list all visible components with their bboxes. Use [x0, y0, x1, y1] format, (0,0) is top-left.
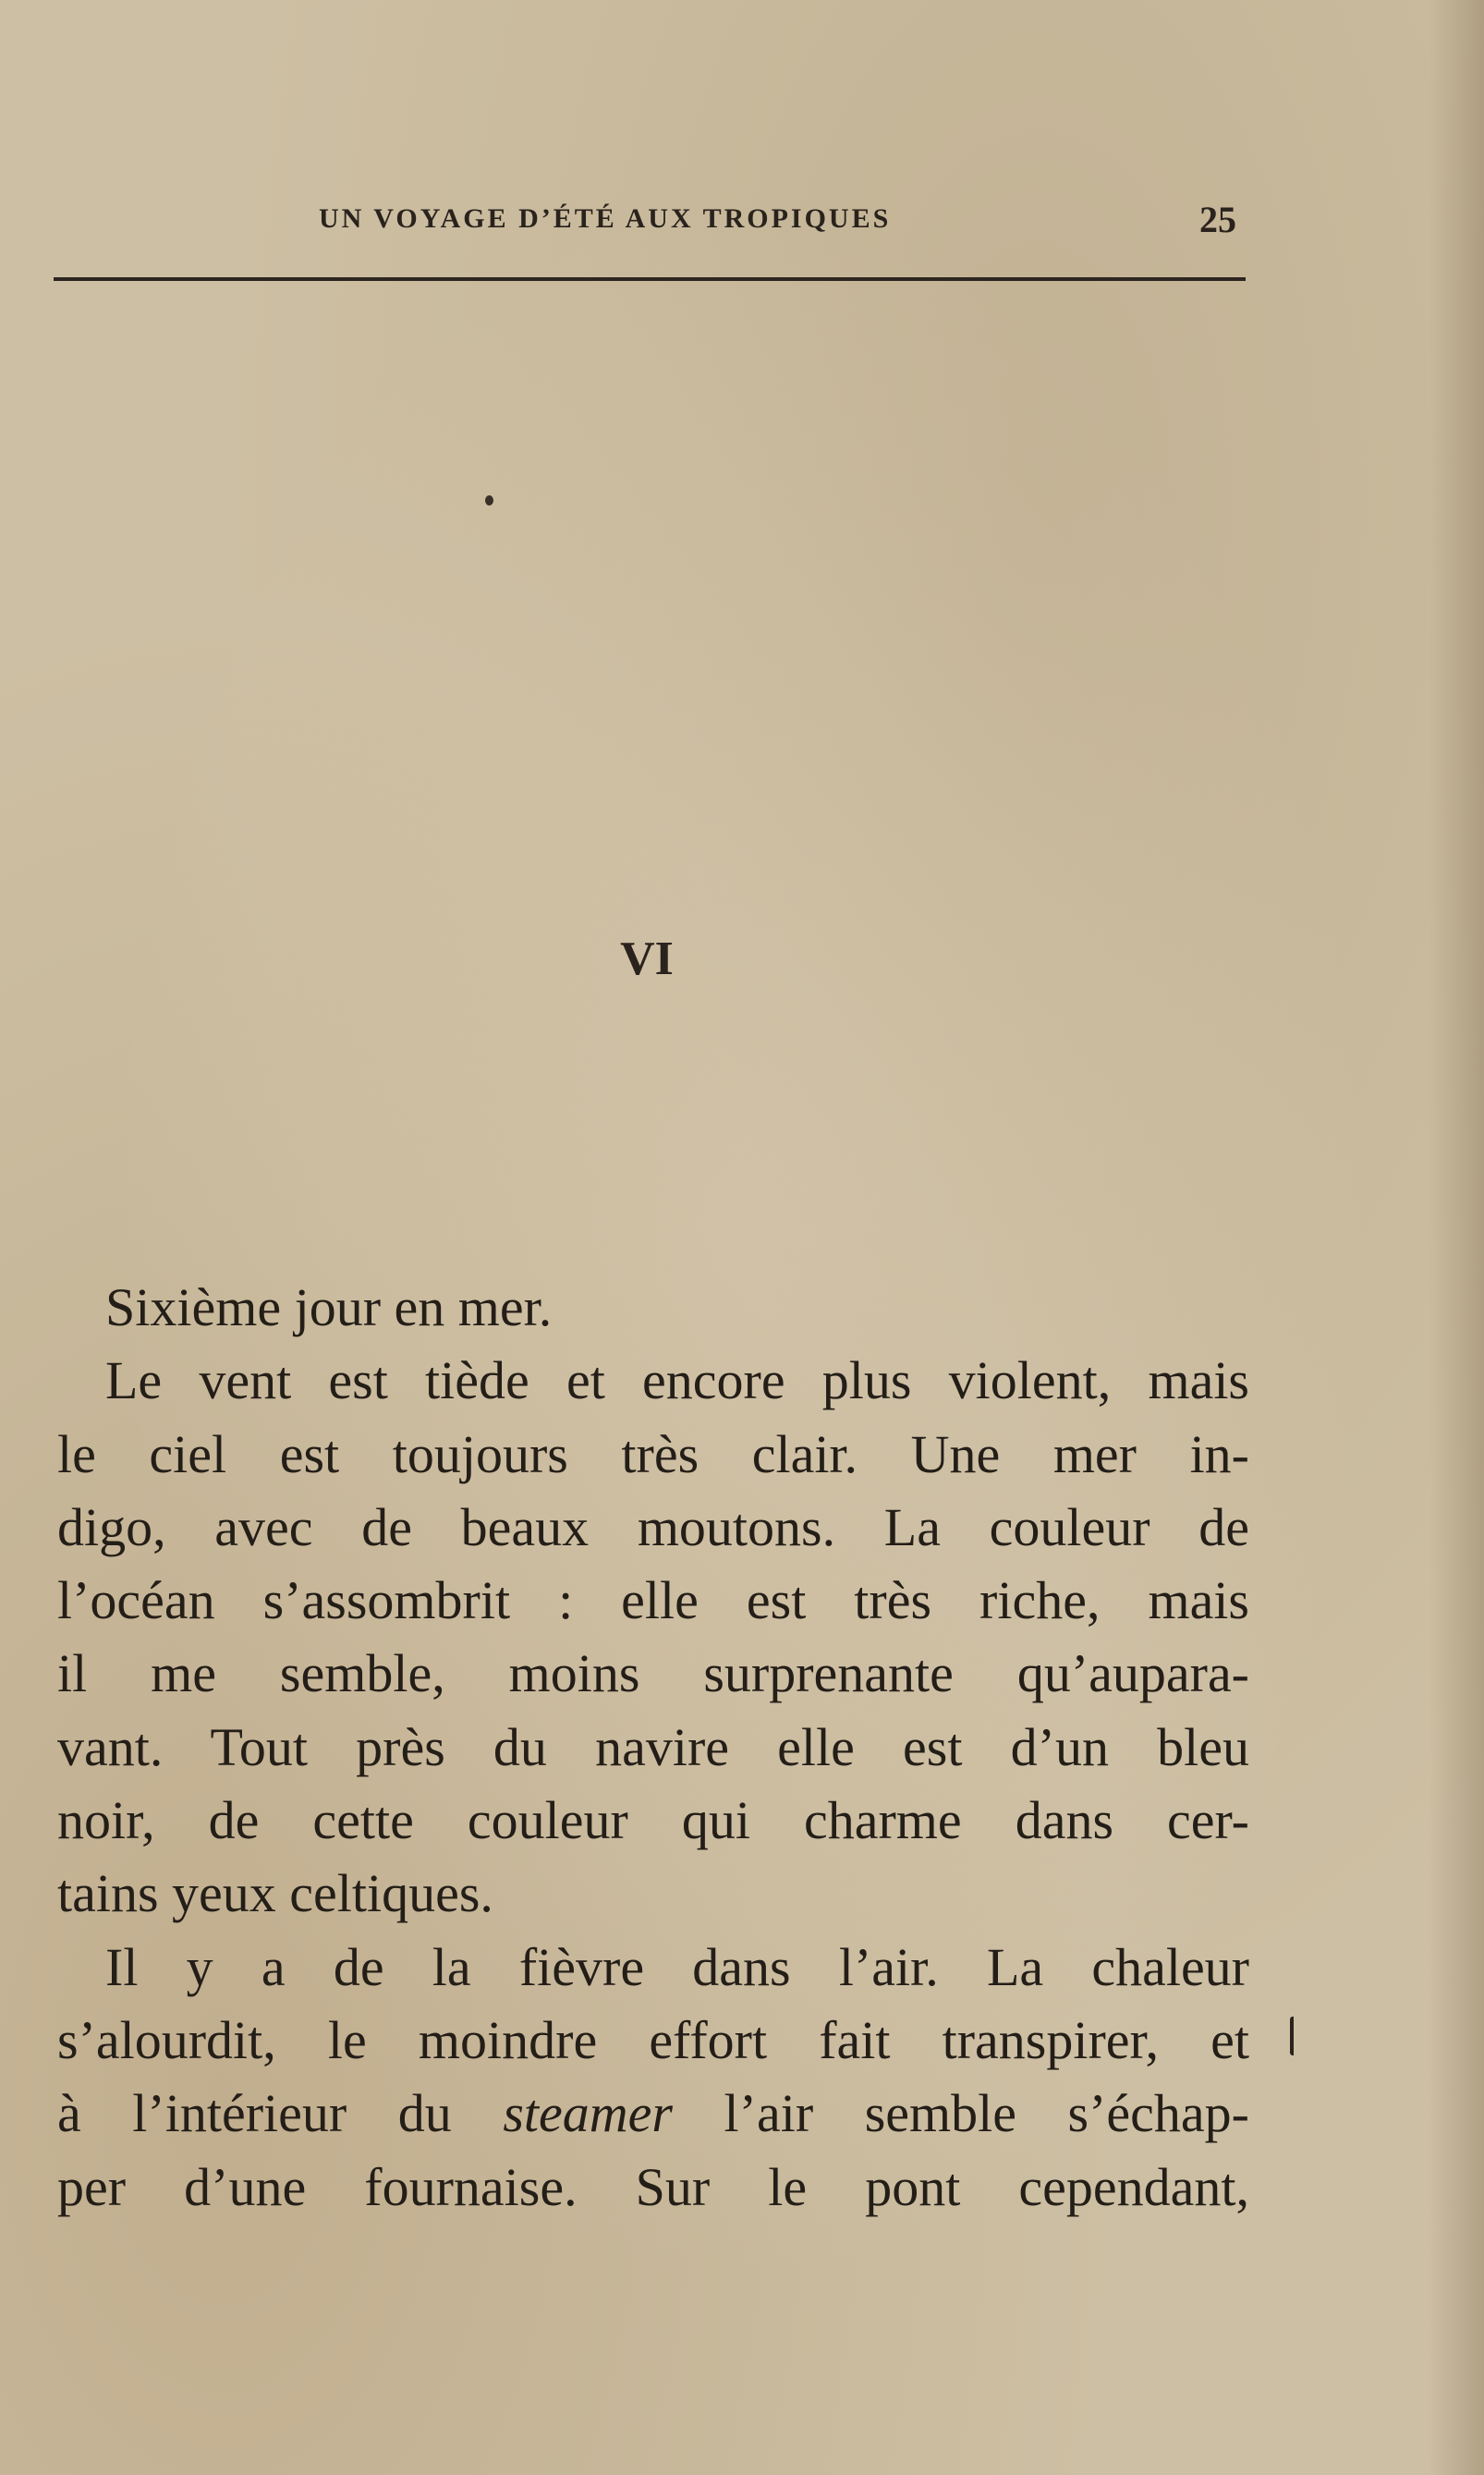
text-segment: à l’intérieur du [57, 2083, 504, 2144]
text-line: l’océan s’assombrit : elle est très riche, mais [57, 1570, 1249, 1631]
italic-word: steamer [503, 2083, 673, 2144]
header-rule [54, 277, 1246, 281]
text-line: il me semble, moins surprenante qu’aupara- [57, 1643, 1249, 1704]
text-line: Sixième jour en mer. [105, 1277, 553, 1337]
margin-pencil-mark [1290, 2017, 1300, 2055]
page-edge-shadow [1429, 0, 1484, 2475]
chapter-title: VI [620, 933, 674, 985]
text-line [57, 2077, 1249, 2150]
text-line: digo, avec de beaux moutons. La couleur de [57, 1496, 1249, 1557]
text-line: s’alourdit, le moindre effort fait transpirer, et [57, 2009, 1249, 2070]
text-line: vant. Tout près du navire elle est d’un bleu [57, 1716, 1249, 1777]
text-line: Le vent est tiède et encore plus violent, mais [105, 1350, 1249, 1411]
text-segment: l’air semble s’échap- [672, 2083, 1249, 2144]
text-line: noir, de cette couleur qui charme dans cer- [57, 1790, 1249, 1851]
text-line: le ciel est toujours très clair. Une mer in- [57, 1423, 1249, 1484]
page-number: 25 [1199, 199, 1236, 240]
text-line: Il y a de la fièvre dans l’air. La chaleur [105, 1936, 1249, 1997]
paper-speck [485, 495, 493, 506]
text-line: per d’une fournaise. Sur le pont cependant, [57, 2156, 1249, 2217]
running-head-title: UN VOYAGE D’ÉTÉ AUX TROPIQUES [319, 203, 892, 234]
body-text [57, 1271, 1249, 2224]
text-line: tains yeux celtiques. [57, 1863, 493, 1924]
